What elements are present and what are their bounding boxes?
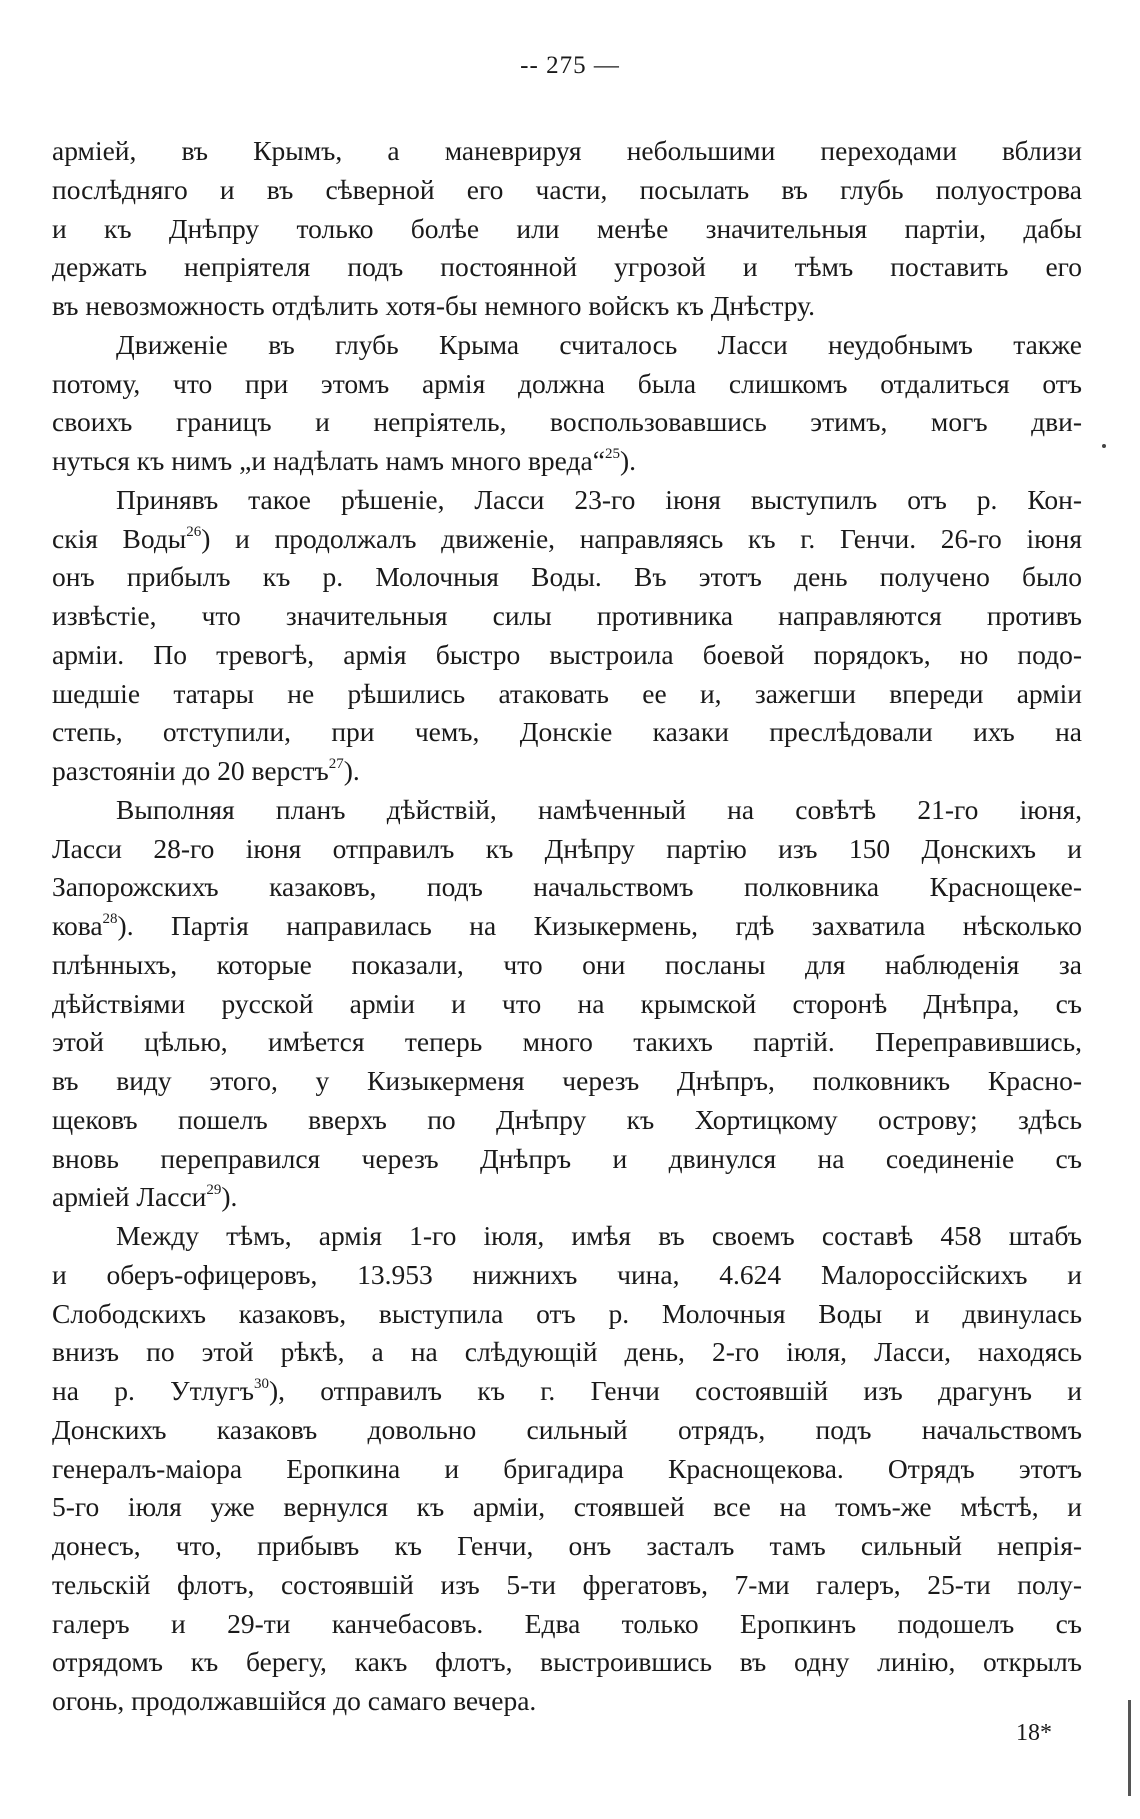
text-line xyxy=(52,1295,1082,1334)
line-text: кова xyxy=(52,910,103,941)
line-text-continuation: ) и продолжалъ движеніе, направляясь къ г. Генчи. 26-го іюня xyxy=(201,522,1082,554)
line-text: нуться къ нимъ „и надѣлать намъ много вреда“ xyxy=(52,445,605,476)
line-text: внизъ по этой рѣкѣ, а на слѣдующій день, 2-го іюля, Ласси, находясь xyxy=(52,1336,1082,1368)
line-text: скія Воды xyxy=(52,522,187,554)
line-text: галеръ и 29-ти канчебасовъ. Едва только Еропкинъ подошелъ съ xyxy=(52,1607,1082,1639)
text-line xyxy=(52,907,1082,946)
text-line xyxy=(52,752,1082,791)
text-line xyxy=(52,287,1082,326)
line-text: онъ прибылъ къ р. Молочныя Воды. Въ этотъ день получено было xyxy=(52,561,1082,593)
line-text: и къ Днѣпру только болѣе или менѣе значительныя партіи, дабы xyxy=(52,212,1082,244)
line-text: донесъ, что, прибывъ къ Генчи, онъ засталъ тамъ сильный непрія- xyxy=(52,1530,1082,1561)
text-line xyxy=(52,481,1082,520)
text-line xyxy=(52,248,1082,287)
line-text: извѣстіе, что значительныя силы противника направляются противъ xyxy=(52,600,1082,631)
text-line xyxy=(52,946,1082,985)
line-text-continuation: ), отправилъ къ г. Генчи состоявшій изъ драгунъ и xyxy=(268,1375,1082,1406)
text-line xyxy=(52,1023,1082,1062)
line-text: своихъ границъ и непріятель, воспользовавшись этимъ, могъ дви- xyxy=(52,406,1082,438)
line-text: арміей, въ Крымъ, а маневрируя небольшими переходами вблизи xyxy=(52,135,1082,166)
body-text xyxy=(52,132,1082,1721)
text-line xyxy=(52,1217,1082,1256)
page-edge-mark xyxy=(1128,1700,1131,1796)
text-line xyxy=(52,1333,1082,1372)
line-text: послѣдняго и въ сѣверной его части, посылать въ глубь полуострова xyxy=(52,173,1082,205)
text-line xyxy=(52,713,1082,752)
text-line xyxy=(52,1101,1082,1140)
line-text: держать непріятеля подъ постоянной угрозой и тѣмъ поставить его xyxy=(52,251,1082,283)
line-text: разстояніи до 20 верстъ xyxy=(52,755,329,786)
text-line xyxy=(52,1605,1082,1644)
footnote-marker: 30 xyxy=(253,1376,269,1392)
text-line xyxy=(52,1682,1082,1721)
text-line xyxy=(52,132,1082,171)
line-text: дѣйствіями русской арміи и что на крымской сторонѣ Днѣпра, съ xyxy=(52,987,1082,1019)
footnote-marker: 25 xyxy=(604,446,620,462)
footnote-marker: 28 xyxy=(102,911,118,927)
line-text: огонь, продолжавшійся до самаго вечера. xyxy=(52,1685,537,1716)
line-text: и оберъ-офицеровъ, 13.953 нижнихъ чина, 4.624 Малороссійскихъ и xyxy=(52,1258,1082,1290)
line-text: генералъ-маіора Еропкина и бригадира Краснощекова. Отрядъ этотъ xyxy=(52,1452,1082,1484)
line-text: арміей Ласси xyxy=(52,1181,207,1213)
footnote-marker: 26 xyxy=(186,523,202,540)
line-text-continuation: ). xyxy=(221,1181,238,1213)
line-text: Ласси 28-го іюня отправилъ къ Днѣпру партію изъ 150 Донскихъ и xyxy=(52,832,1082,864)
text-line xyxy=(52,558,1082,597)
text-line xyxy=(52,210,1082,249)
line-text: шедшіе татары не рѣшились атаковать ее и, зажегши впереди арміи xyxy=(52,677,1082,709)
text-line xyxy=(52,365,1082,404)
line-text: Запорожскихъ казаковъ, подъ начальствомъ полковника Краснощеке- xyxy=(52,871,1082,903)
text-line xyxy=(52,326,1082,365)
text-line xyxy=(52,1450,1082,1489)
line-text: въ невозможность отдѣлить хотя-бы немного войскъ къ Днѣстру. xyxy=(52,290,815,321)
line-text-continuation: ). xyxy=(343,755,360,786)
text-line xyxy=(52,675,1082,714)
text-line xyxy=(52,1256,1082,1295)
line-text: Между тѣмъ, армія 1-го іюля, имѣя въ своемъ составѣ 458 штабъ xyxy=(116,1220,1082,1251)
line-text: щековъ пошелъ вверхъ по Днѣпру къ Хортицкому острову; здѣсь xyxy=(52,1103,1082,1135)
printer-signature-mark: 18* xyxy=(1016,1720,1052,1746)
line-text: степь, отступили, при чемъ, Донскіе казаки преслѣдовали ихъ на xyxy=(52,716,1082,748)
text-line xyxy=(52,1372,1082,1411)
line-text: Слободскихъ казаковъ, выступила отъ р. Молочныя Воды и двинулась xyxy=(52,1297,1082,1329)
text-line xyxy=(52,1488,1082,1527)
line-text: 5-го іюля уже вернулся къ арміи, стоявшей все на томъ-же мѣстѣ, и xyxy=(52,1491,1082,1523)
line-text: Выполняя планъ дѣйствій, намѣченный на совѣтѣ 21-го іюня, xyxy=(116,793,1082,825)
text-line xyxy=(52,830,1082,869)
text-line xyxy=(52,597,1082,636)
text-line xyxy=(52,1411,1082,1450)
text-line xyxy=(52,636,1082,675)
line-text: Принявъ такое рѣшеніе, Ласси 23-го іюня выступилъ отъ р. Кон- xyxy=(116,483,1082,515)
line-text: плѣнныхъ, которые показали, что они посланы для наблюденія за xyxy=(52,948,1082,980)
text-line xyxy=(52,1178,1082,1217)
text-line xyxy=(52,1140,1082,1179)
text-line xyxy=(52,520,1082,559)
line-text-continuation: ). Партія направилась на Кизыкермень, гдѣ захватила нѣсколько xyxy=(117,910,1082,941)
line-text: въ виду этого, у Кизыкерменя черезъ Днѣпръ, полковникъ Красно- xyxy=(52,1065,1082,1096)
line-text: тельскій флотъ, состоявшій изъ 5-ти фрегатовъ, 7-ми галеръ, 25-ти полу- xyxy=(52,1568,1082,1600)
line-text: потому, что при этомъ армія должна была слишкомъ отдалиться отъ xyxy=(52,367,1082,399)
line-text-continuation: ). xyxy=(619,445,636,476)
line-text: этой цѣлью, имѣется теперь много такихъ партій. Переправившись, xyxy=(52,1026,1082,1058)
text-line xyxy=(52,171,1082,210)
text-line xyxy=(52,1062,1082,1101)
text-line xyxy=(52,1643,1082,1682)
text-line xyxy=(52,1527,1082,1566)
footnote-marker: 27 xyxy=(328,756,344,772)
line-text: вновь переправился черезъ Днѣпръ и двинулся на соединеніе съ xyxy=(52,1142,1082,1174)
page-number: -- 275 — xyxy=(520,52,620,79)
text-line xyxy=(52,868,1082,907)
line-text: отрядомъ къ берегу, какъ флотъ, выстроившись въ одну линію, открылъ xyxy=(52,1646,1082,1678)
text-line xyxy=(52,791,1082,830)
margin-dot xyxy=(1102,444,1106,448)
text-line xyxy=(52,985,1082,1024)
line-text: Донскихъ казаковъ довольно сильный отрядъ, подъ начальствомъ xyxy=(52,1413,1082,1445)
footnote-marker: 29 xyxy=(206,1182,222,1199)
text-line xyxy=(52,1566,1082,1605)
text-line xyxy=(52,442,1082,481)
line-text: арміи. По тревогѣ, армія быстро выстроила боевой порядокъ, но подо- xyxy=(52,638,1082,670)
line-text: на р. Утлугъ xyxy=(52,1375,254,1406)
line-text: Движеніе въ глубь Крыма считалось Ласси неудобнымъ также xyxy=(116,328,1082,360)
text-line xyxy=(52,403,1082,442)
